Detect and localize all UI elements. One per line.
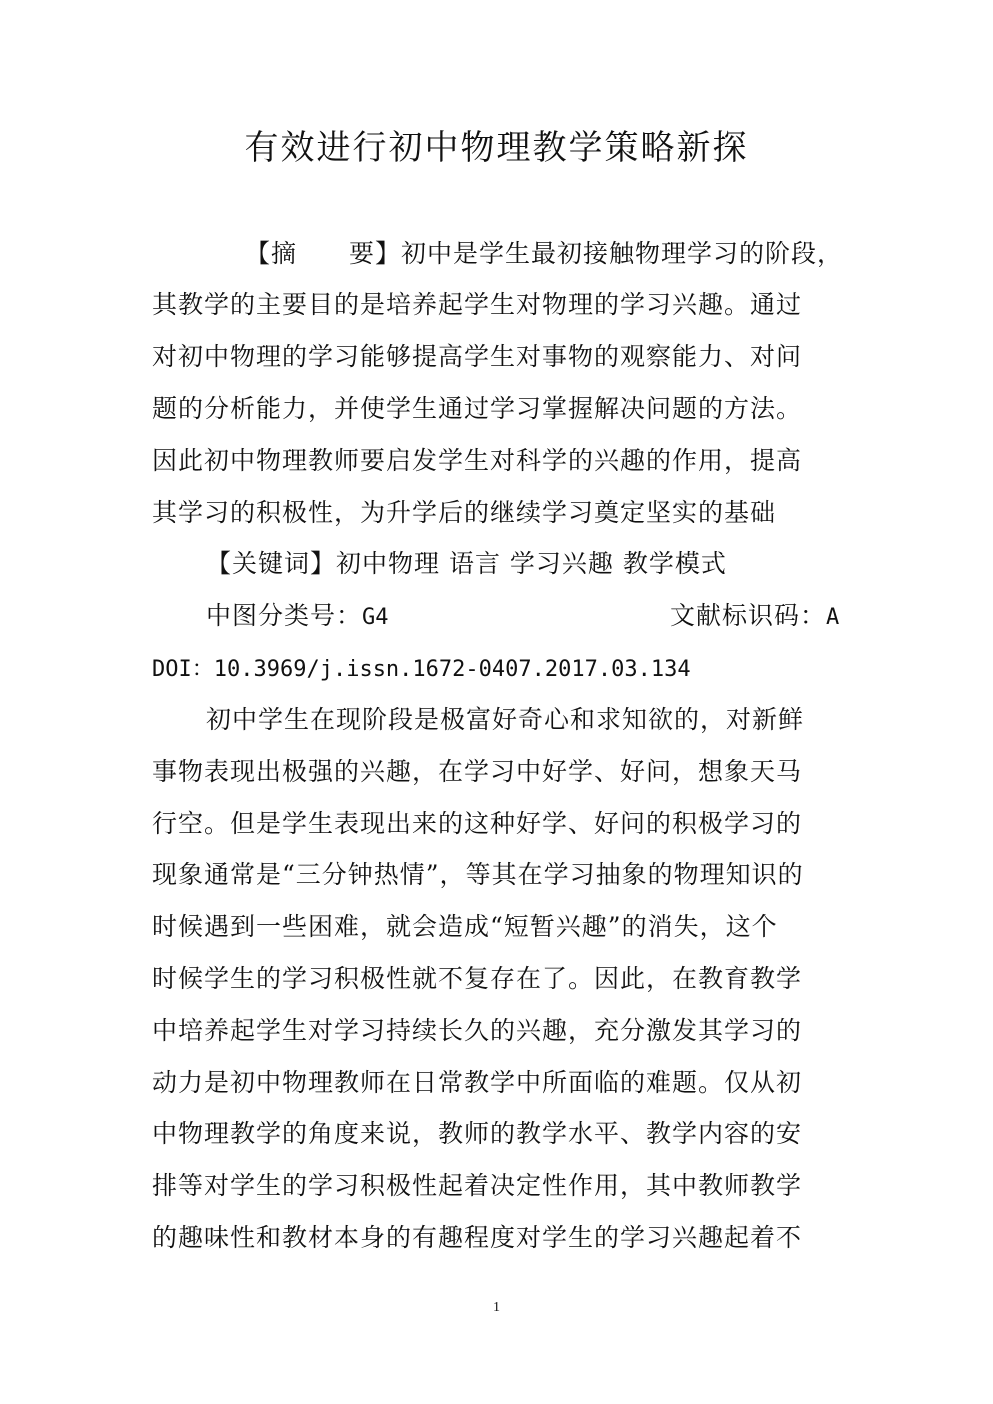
body-line: 动力是初中物理教师在日常教学中所面临的难题。仅从初	[152, 1068, 803, 1097]
abstract-line: 题的分析能力，并使学生通过学习掌握解决问题的方法。	[152, 394, 803, 423]
body-line: 的趣味性和教材本身的有趣程度对学生的学习兴趣起着不	[152, 1223, 803, 1252]
page-number: 1	[493, 1300, 500, 1315]
body-line: 排等对学生的学习积极性起着决定性作用，其中教师教学	[152, 1171, 803, 1200]
body-line: 时候学生的学习积极性就不复存在了。因此，在教育教学	[152, 964, 803, 993]
classification-line	[206, 601, 389, 633]
doi-value: 10.3969/j.issn.1672-0407.2017.03.134	[213, 657, 691, 682]
abstract-line: 其教学的主要目的是培养起学生对物理的学习兴趣。通过	[152, 290, 803, 319]
abstract-line: 其学习的积极性，为升学后的继续学习奠定坚实的基础	[152, 498, 777, 527]
abstract-line: 初中是学生最初接触物理学习的阶段，	[401, 239, 844, 268]
body-line: 事物表现出极强的兴趣，在学习中好学、好问，想象天马	[152, 757, 803, 786]
abstract-line: 因此初中物理教师要启发学生对科学的兴趣的作用，提高	[152, 446, 803, 475]
body-line: 现象通常是“三分钟热情”，等其在学习抽象的物理知识的	[152, 860, 804, 889]
doi-label: DOI：	[152, 657, 214, 682]
body-line: 初中学生在现阶段是极富好奇心和求知欲的，对新鲜	[206, 705, 805, 734]
keywords-text: 初中物理 语言 学习兴趣 教学模式	[336, 549, 727, 578]
abstract-label: 【摘 要】	[245, 239, 402, 268]
body-line: 时候遇到一些困难，就会造成“短暂兴趣”的消失，这个	[152, 912, 778, 941]
document-code-line	[670, 601, 839, 633]
document-code-value: A	[826, 605, 840, 630]
doi-line	[152, 653, 691, 685]
body-line: 中物理教学的角度来说，教师的教学水平、教学内容的安	[152, 1119, 803, 1148]
document-code-label: 文献标识码：	[670, 601, 827, 630]
body-line: 中培养起学生对学习持续长久的兴趣，充分激发其学习的	[152, 1016, 803, 1045]
body-line: 行空。但是学生表现出来的这种好学、好问的积极学习的	[152, 809, 803, 838]
classification-label: 中图分类号：	[206, 601, 363, 630]
document-title: 有效进行初中物理教学策略新探	[244, 128, 749, 168]
keywords-label: 【关键词】	[206, 549, 337, 578]
keywords-line	[206, 549, 727, 579]
classification-value: G4	[362, 605, 389, 630]
abstract-first-line	[245, 239, 843, 269]
abstract-line: 对初中物理的学习能够提高学生对事物的观察能力、对问	[152, 342, 803, 371]
